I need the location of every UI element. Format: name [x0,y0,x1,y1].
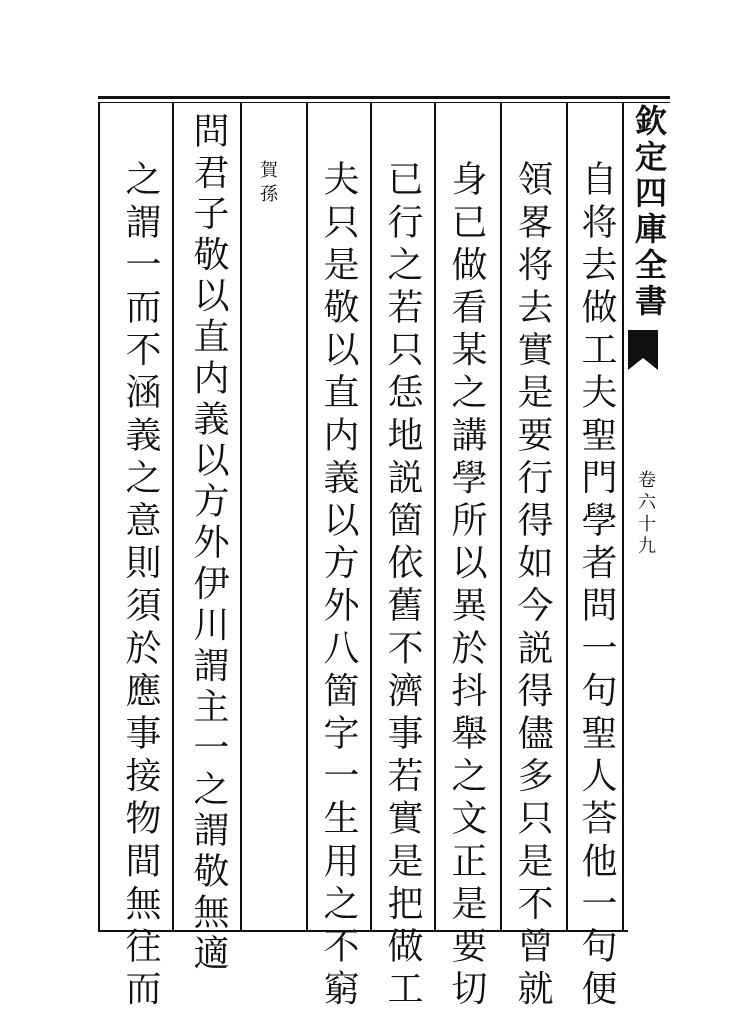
text-column-4: 已行之若只恁地説箇依舊不濟事若實是把做工 [382,160,423,1012]
column-divider [434,102,436,930]
column-divider [172,102,174,930]
column-divider [500,102,502,930]
author-note: 賀孫 [257,160,278,208]
column-divider [240,102,242,930]
column-divider [566,102,568,930]
fishtail-mark [628,330,658,370]
frame-top-line [98,96,670,99]
volume-number: 卷六十九 [635,470,656,558]
frame-top-inner-line [98,102,670,103]
text-column-5: 夫只是敬以直内義以方外八箇字一生用之不窮 [318,160,359,1012]
column-divider [622,102,624,930]
text-column-3: 身已做看某之講學所以異於抖舉之文正是要切 [446,160,487,1012]
column-divider [98,102,100,930]
text-column-7: 之謂一而不涵義之意則須於應事接物間無往而 [120,160,161,1012]
text-column-6: 問君子敬以直内義以方外伊川謂主一之謂敬無適 [188,112,229,976]
collection-title: 欽定四庫全書 [630,104,668,320]
text-column-2: 領畧将去實是要行得如今説得儘多只是不曾就 [512,160,553,1012]
column-divider [306,102,308,930]
text-column-1: 自将去做工夫聖門學者問一句聖人荅他一句便 [576,160,617,1012]
column-divider [370,102,372,930]
